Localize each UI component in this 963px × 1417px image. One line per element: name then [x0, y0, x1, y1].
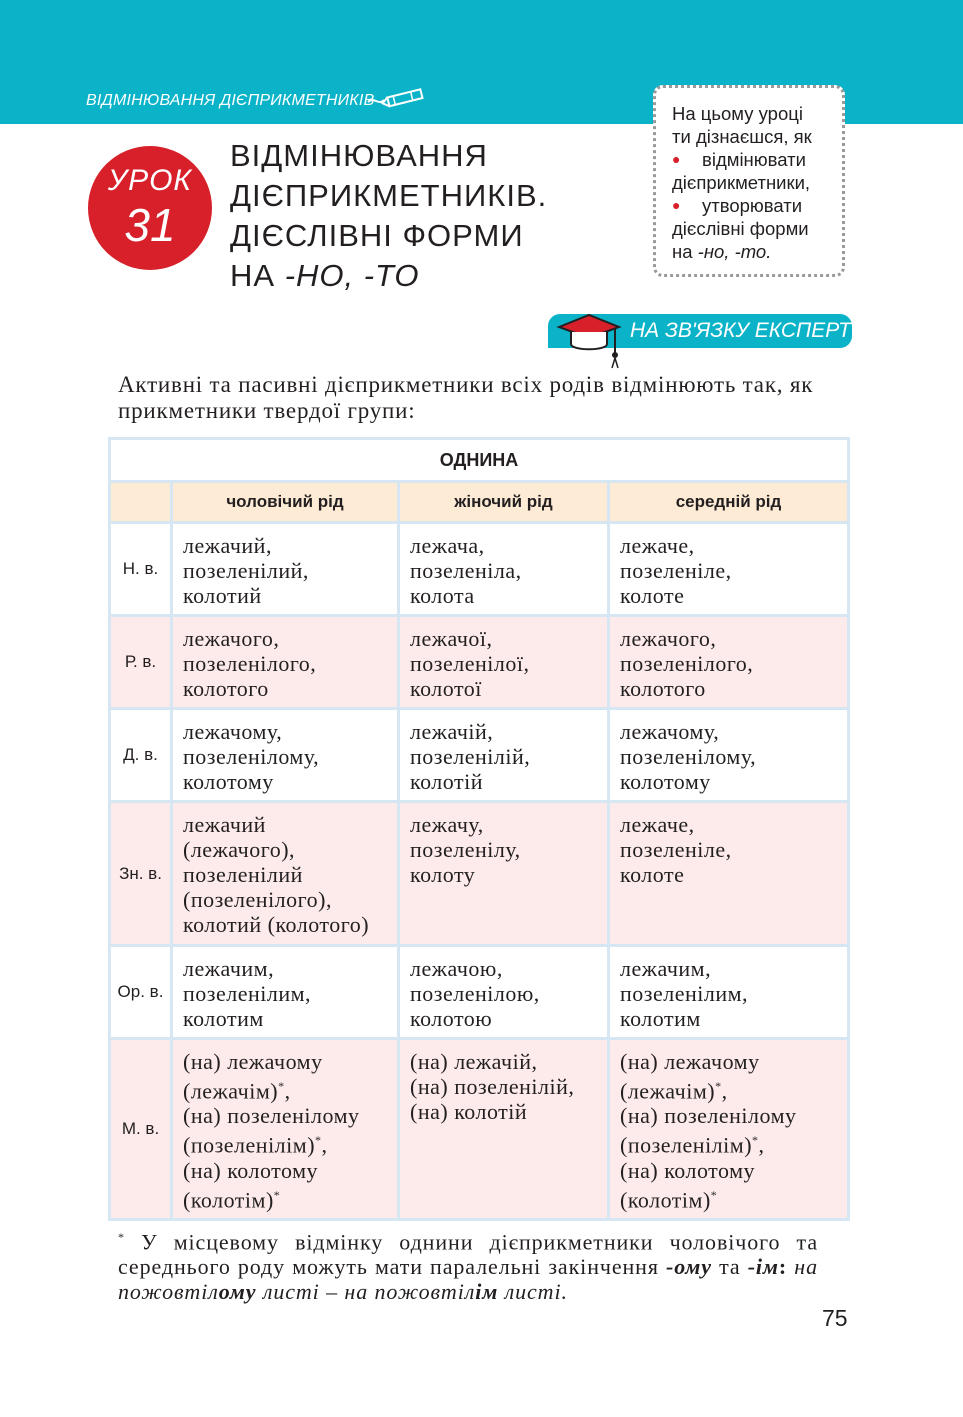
footnote: * У місцевому відмінку однини дієприкметники чоловічого та середнього роду можуть мати паралельні закінчення -ому та -ім: на пожовтілому листі – на пожовтілім листі.: [118, 1229, 818, 1305]
table-cell: лежачу, позеленілу, колоту: [399, 802, 609, 946]
table-cell: лежачим, позеленілим, колотим: [172, 946, 399, 1039]
table-cell: лежачого, позеленілого, колотого: [172, 616, 399, 709]
column-header: чоловічий рід: [172, 482, 399, 523]
learning-goals-box: [653, 85, 845, 277]
table-row: [110, 802, 849, 946]
table-row: [110, 616, 849, 709]
goal-item: ● утворювати: [672, 195, 803, 216]
table-cell: (на) лежачій, (на) позеленілій, (на) колотій: [399, 1039, 609, 1220]
goals-intro: На цьому уроці: [672, 103, 803, 124]
table-cell: (на) лежачому (лежачім)*, (на) позеленілому (позеленілім)*, (на) колотому (колотім)*: [609, 1039, 849, 1220]
table-cell: лежаче, позеленіле, колоте: [609, 802, 849, 946]
case-label: Ор. в.: [110, 946, 172, 1039]
goal-item: ● відмінювати: [672, 149, 806, 170]
table-cell: лежачого, позеленілого, колотого: [609, 616, 849, 709]
case-header: [110, 482, 172, 523]
table-row: [110, 709, 849, 802]
table-cell: лежачий, позеленілий, колотий: [172, 523, 399, 616]
bullet-icon: ●: [672, 197, 681, 213]
table-cell: лежачий (лежачого), позеленілий (позеленілого), колотий (колотого): [172, 802, 399, 946]
lesson-number: 31: [124, 199, 176, 251]
goals-intro: ти дізнаєшся, як: [672, 126, 812, 147]
bullet-icon: ●: [672, 151, 681, 167]
running-title: ВІДМІНЮВАННЯ ДІЄПРИКМЕТНИКІВ: [86, 92, 375, 109]
expert-banner: [548, 314, 852, 348]
table-row: [110, 523, 849, 616]
table-title: ОДНИНА: [110, 439, 849, 482]
intro-paragraph: Активні та пасивні дієприкметники всіх родів відмінюють так, як прикметники твердої групи:: [118, 372, 814, 423]
title-line: ДІЄПРИКМЕТНИКІВ.: [230, 178, 548, 213]
case-label: М. в.: [110, 1039, 172, 1220]
case-label: Н. в.: [110, 523, 172, 616]
declension-table: [108, 437, 850, 1221]
table-cell: лежачою, позеленілою, колотою: [399, 946, 609, 1039]
column-header: жіночий рід: [399, 482, 609, 523]
title-line: ДІЄСЛІВНІ ФОРМИ: [230, 218, 524, 253]
table-cell: лежачої, позеленілої, колотої: [399, 616, 609, 709]
table-cell: лежачій, позеленілій, колотій: [399, 709, 609, 802]
table-cell: лежачому, позеленілому, колотому: [172, 709, 399, 802]
column-header: середній рід: [609, 482, 849, 523]
lesson-badge: [88, 146, 212, 270]
table-row: [110, 946, 849, 1039]
goal-item-cont: дієприкметники,: [672, 172, 811, 193]
page-title: [230, 136, 547, 296]
pencil-icon: [366, 86, 428, 110]
title-line-last: НА -НО, -ТО: [230, 258, 420, 293]
graduation-cap-icon: [553, 313, 623, 369]
table-cell: лежаче, позеленіле, колоте: [609, 523, 849, 616]
table-cell: (на) лежачому (лежачім)*, (на) позеленілому (позеленілім)*, (на) колотому (колотім)*: [172, 1039, 399, 1220]
table-cell: лежачому, позеленілому, колотому: [609, 709, 849, 802]
case-label: Р. в.: [110, 616, 172, 709]
table-row: [110, 1039, 849, 1220]
goal-item-cont: дієслівні форми: [672, 218, 809, 239]
goal-item-cont: на -но, -то.: [672, 241, 772, 262]
case-label: Зн. в.: [110, 802, 172, 946]
expert-banner-label: НА ЗВ'ЯЗКУ ЕКСПЕРТ: [630, 319, 851, 342]
lesson-badge-word: УРОК: [107, 164, 193, 197]
table-cell: лежача, позеленіла, колота: [399, 523, 609, 616]
table-cell: лежачим, позеленілим, колотим: [609, 946, 849, 1039]
page-number: 75: [822, 1305, 848, 1331]
title-line: ВІДМІНЮВАННЯ: [230, 138, 488, 173]
case-label: Д. в.: [110, 709, 172, 802]
